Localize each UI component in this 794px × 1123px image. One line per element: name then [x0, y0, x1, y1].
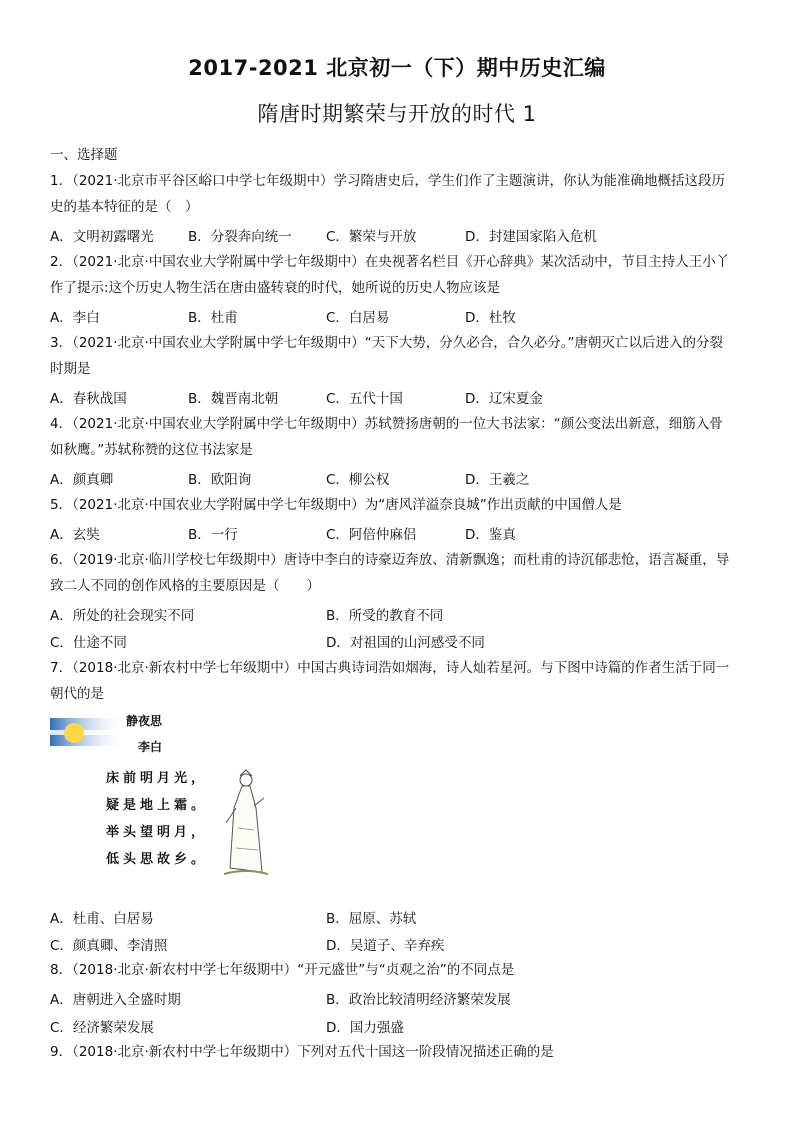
question-stem-line: 作了提示:这个历史人物生活在唐由盛转衰的时代，她所说的历史人物应该是 [50, 280, 501, 296]
option-b: B．杜甫 [188, 310, 238, 326]
option-a: A．玄奘 [50, 527, 100, 543]
option-c: C．白居易 [326, 310, 390, 326]
option-b: B．屈原、苏轼 [326, 911, 417, 927]
option-d: D．吴道子、辛弃疾 [326, 938, 445, 954]
poem-line: 低头思故乡。 [106, 852, 209, 867]
option-d: D．王羲之 [465, 472, 530, 488]
page-subtitle: 隋唐时期繁荣与开放的时代 1 [257, 102, 537, 126]
option-a: A．唐朝进入全盛时期 [50, 992, 181, 1008]
question-stem-line: 朝代的是 [50, 686, 104, 702]
poem-line: 床前明月光， [106, 771, 209, 786]
option-a: A．李白 [50, 310, 100, 326]
option-d: D．封建国家陷入危机 [465, 229, 597, 245]
poem-title: 静夜思 [126, 714, 163, 728]
option-a: A．颜真卿 [50, 472, 114, 488]
option-c: C．繁荣与开放 [326, 229, 417, 245]
option-a: A．所处的社会现实不同 [50, 608, 195, 624]
question-stem-line: 8．（2018·北京·新农村中学七年级期中）“开元盛世”与“贞观之治”的不同点是 [50, 962, 515, 978]
option-b: B．分裂奔向统一 [188, 229, 292, 245]
option-c: C．经济繁荣发展 [50, 1020, 154, 1036]
option-b: B．欧阳询 [188, 472, 252, 488]
option-a: A．春秋战国 [50, 391, 127, 407]
question-stem-line: 如秋鹰。”苏轼称赞的这位书法家是 [50, 442, 253, 458]
question-stem-line: 时期是 [50, 361, 91, 377]
option-d: D．对祖国的山河感受不同 [326, 635, 485, 651]
poet-figure-icon [224, 768, 268, 878]
option-d: D．辽宋夏金 [465, 391, 543, 407]
option-d: D．杜牧 [465, 310, 516, 326]
question-stem-line: 6．（2019·北京·临川学校七年级期中）唐诗中李白的诗豪迈奔放、清新飘逸；而杜甫的诗沉郁悲怆，语言凝重，导 [50, 552, 730, 568]
page-title: 2017-2021 北京初一（下）期中历史汇编 [188, 56, 606, 80]
poem-line: 举头望明月， [106, 825, 209, 840]
question-stem-line: 3．（2021·北京·中国农业大学附属中学七年级期中）“天下大势，分久必合，合久必分。”唐朝灭亡以后进入的分裂 [50, 335, 724, 351]
section-heading: 一、选择题 [50, 147, 118, 163]
option-c: C．仕途不同 [50, 635, 127, 651]
option-a: A．文明初露曙光 [50, 229, 154, 245]
poem-illustration [50, 710, 270, 885]
question-stem-line: 9．（2018·北京·新农村中学七年级期中）下列对五代十国这一阶段情况描述正确的是 [50, 1044, 554, 1060]
option-d: D．鉴真 [465, 527, 516, 543]
option-c: C．颜真卿、李清照 [50, 938, 168, 954]
option-c: C．阿倍仲麻侣 [326, 527, 417, 543]
question-stem-line: 史的基本特征的是（ ） [50, 199, 199, 215]
option-c: C．柳公权 [326, 472, 390, 488]
question-stem-line: 4．（2021·北京·中国农业大学附属中学七年级期中）苏轼赞扬唐朝的一位大书法家：“颜公变法出新意，细筋入骨 [50, 416, 723, 432]
poem-line: 疑是地上霜。 [106, 798, 209, 813]
question-stem-line: 7．（2018·北京·新农村中学七年级期中）中国古典诗词浩如烟海，诗人灿若星河。与下图中诗篇的作者生活于同一 [50, 660, 730, 676]
question-stem-line: 致二人不同的创作风格的主要原因是（ ） [50, 578, 320, 594]
option-b: B．一行 [188, 527, 238, 543]
option-a: A．杜甫、白居易 [50, 911, 154, 927]
poem-author: 李白 [138, 740, 163, 754]
option-b: B．政治比较清明经济繁荣发展 [326, 992, 511, 1008]
option-b: B．所受的教育不同 [326, 608, 444, 624]
question-stem-line: 5．（2021·北京·中国农业大学附属中学七年级期中）为“唐风洋溢奈良城”作出贡献的中国僧人是 [50, 497, 622, 513]
option-c: C．五代十国 [326, 391, 403, 407]
option-d: D．国力强盛 [326, 1020, 404, 1036]
question-stem-line: 2．（2021·北京·中国农业大学附属中学七年级期中）在央视著名栏目《开心辞典》某次活动中，节目主持人王小丫 [50, 254, 730, 270]
option-b: B．魏晋南北朝 [188, 391, 279, 407]
question-stem-line: 1．（2021·北京市平谷区峪口中学七年级期中）学习隋唐史后，学生们作了主题演讲，你认为能准确地概括这段历 [50, 173, 725, 189]
